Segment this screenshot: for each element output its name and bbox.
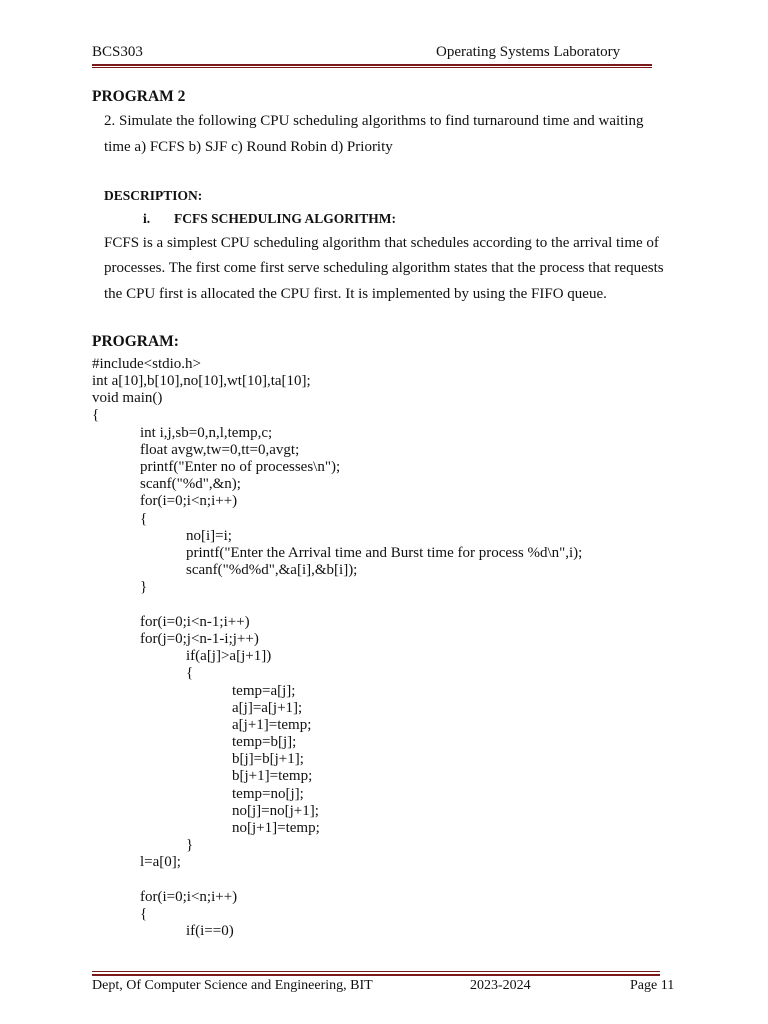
code-line: no[j]=no[j+1]; <box>232 803 319 819</box>
description-line-2: processes. The first come first serve scheduling algorithm states that the process that requests <box>104 260 664 276</box>
code-line: { <box>186 665 194 681</box>
code-line: no[j+1]=temp; <box>232 820 320 836</box>
code-line: void main() <box>92 390 163 406</box>
code-line: a[j]=a[j+1]; <box>232 700 303 716</box>
code-line: temp=a[j]; <box>232 683 296 699</box>
code-line: } <box>186 837 194 853</box>
header-rule-thin <box>92 67 652 68</box>
description-heading: DESCRIPTION: <box>104 188 203 203</box>
header-course-code: BCS303 <box>92 44 143 60</box>
footer-academic-year: 2023-2024 <box>470 978 531 993</box>
footer-page-number: Page 11 <box>630 978 675 993</box>
code-line: { <box>140 906 148 922</box>
code-line: scanf("%d%d",&a[i],&b[i]); <box>186 562 358 578</box>
code-line: { <box>140 511 148 527</box>
code-line: temp=b[j]; <box>232 734 297 750</box>
code-line: #include<stdio.h> <box>92 356 201 372</box>
description-sub-number: i. <box>143 211 151 226</box>
question-line-1: 2. Simulate the following CPU scheduling algorithms to find turnaround time and waiting <box>104 113 644 129</box>
code-line: int a[10],b[10],no[10],wt[10],ta[10]; <box>92 373 311 389</box>
code-line: for(i=0;i<n-1;i++) <box>140 614 250 630</box>
code-line: l=a[0]; <box>140 854 181 870</box>
code-line: b[j]=b[j+1]; <box>232 751 304 767</box>
code-line: for(i=0;i<n;i++) <box>140 889 238 905</box>
code-line: printf("Enter the Arrival time and Burst time for process %d\n",i); <box>186 545 583 561</box>
code-line: printf("Enter no of processes\n"); <box>140 459 341 475</box>
code-line: b[j+1]=temp; <box>232 768 313 784</box>
description-sub-heading: FCFS SCHEDULING ALGORITHM: <box>174 211 397 226</box>
question-line-2: time a) FCFS b) SJF c) Round Robin d) Priority <box>104 139 393 155</box>
code-line: scanf("%d",&n); <box>140 476 241 492</box>
program-heading: PROGRAM: <box>92 333 179 350</box>
footer-rule <box>92 974 660 976</box>
code-line: if(i==0) <box>186 923 234 939</box>
description-line-3: the CPU first is allocated the CPU first. It is implemented by using the FIFO queue. <box>104 286 607 302</box>
footer-rule-thin <box>92 971 660 972</box>
code-line: for(i=0;i<n;i++) <box>140 493 238 509</box>
header-rule <box>92 64 652 66</box>
code-line: a[j+1]=temp; <box>232 717 312 733</box>
code-line: } <box>140 579 148 595</box>
footer-department: Dept, Of Computer Science and Engineering, BIT <box>92 978 373 993</box>
code-line: no[i]=i; <box>186 528 232 544</box>
code-line: { <box>92 407 100 423</box>
code-line: if(a[j]>a[j+1]) <box>186 648 272 664</box>
program-title: PROGRAM 2 <box>92 88 186 105</box>
description-line-1: FCFS is a simplest CPU scheduling algorithm that schedules according to the arrival time of <box>104 235 659 251</box>
code-line: temp=no[j]; <box>232 786 304 802</box>
code-line: int i,j,sb=0,n,l,temp,c; <box>140 425 273 441</box>
code-line: float avgw,tw=0,tt=0,avgt; <box>140 442 300 458</box>
code-line: for(j=0;j<n-1-i;j++) <box>140 631 259 647</box>
header-course-title: Operating Systems Laboratory <box>436 44 621 60</box>
